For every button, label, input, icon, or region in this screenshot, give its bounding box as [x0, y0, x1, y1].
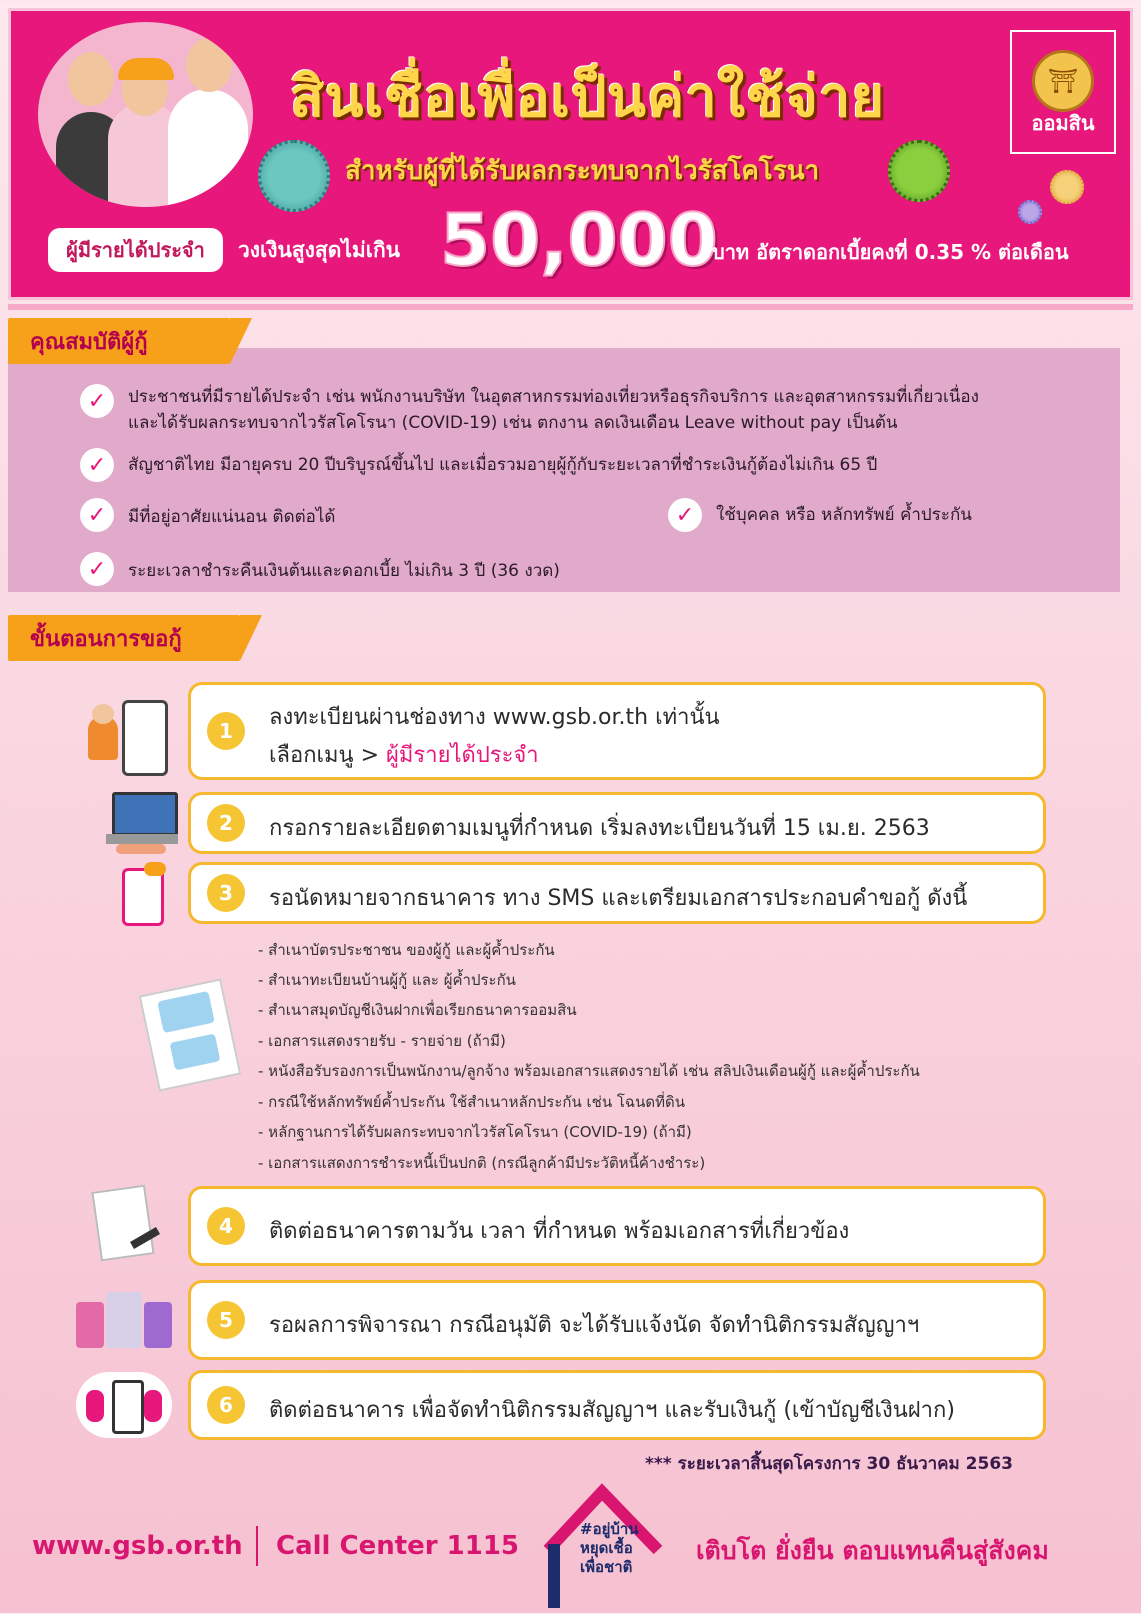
steps-heading: ขั้นตอนการขอกู้ — [8, 615, 240, 661]
bank-approval-icon — [76, 1288, 172, 1354]
check-icon: ✓ — [80, 448, 114, 482]
document-item: - เอกสารแสดงการชำระหนี้เป็นปกติ (กรณีลูกค้ามีประวัติหนี้ค้างชำระ) — [258, 1154, 706, 1172]
computer-icon — [106, 792, 182, 854]
phone-registration-icon — [84, 698, 172, 776]
step-number: 6 — [207, 1386, 245, 1424]
qualification-item: สัญชาติไทย มีอายุครบ 20 ปีบริบูรณ์ขึ้นไป และเมื่อรวมอายุผู้กู้กับระยะเวลาที่ชำระเงินกู้ต้องไม่เกิน 65 ปี — [128, 455, 878, 475]
check-icon: ✓ — [80, 552, 114, 586]
step-text: กรอกรายละเอียดตามเมนูที่กำหนด เริ่มลงทะเบียนวันที่ 15 เม.ย. 2563 — [269, 816, 930, 841]
call-center: Call Center 1115 — [276, 1531, 520, 1561]
page-subtitle: สำหรับผู้ที่ได้รับผลกระทบจากไวรัสโคโรนา — [345, 156, 820, 186]
step-card-1 — [188, 682, 1046, 780]
step-card-6 — [188, 1370, 1046, 1440]
step-text-prefix: เลือกเมนู > — [269, 743, 387, 768]
virus-icon — [1018, 200, 1042, 224]
income-type-badge: ผู้มีรายได้ประจำ — [48, 228, 223, 272]
step-number: 5 — [207, 1301, 245, 1339]
step-number: 3 — [207, 874, 245, 912]
document-item: - เอกสารแสดงรายรับ - รายจ่าย (ถ้ามี) — [258, 1032, 506, 1050]
check-icon: ✓ — [80, 498, 114, 532]
footer-divider — [256, 1526, 258, 1566]
project-deadline: *** ระยะเวลาสิ้นสุดโครงการ 30 ธันวาคม 2563 — [645, 1454, 1013, 1474]
footer-slogan: เติบโต ยั่งยืน ตอบแทนคืนสู่สังคม — [696, 1536, 1049, 1565]
menu-highlight: ผู้มีรายได้ประจำ — [386, 743, 539, 768]
virus-icon — [888, 140, 950, 202]
website-link[interactable]: www.gsb.or.th — [32, 1531, 243, 1561]
qualification-item: ระยะเวลาชำระคืนเงินต้นและดอกเบี้ย ไม่เกิน 3 ปี (36 งวด) — [128, 561, 560, 581]
people-illustration — [38, 22, 253, 207]
qualification-item — [128, 384, 979, 436]
step-number: 2 — [207, 804, 245, 842]
sms-phone-icon — [118, 862, 168, 922]
step-text: รอผลการพิจารณา กรณีอนุมัติ จะได้รับแจ้งนัด จัดทำนิติกรรมสัญญาฯ — [269, 1313, 920, 1338]
limit-label: วงเงินสูงสุดไม่เกิน — [238, 238, 401, 262]
virus-icon — [1050, 170, 1084, 204]
hashtag-line: #อยู่บ้าน — [580, 1520, 639, 1538]
step-text: รอนัดหมายจากธนาคาร ทาง SMS และเตรียมเอกสารประกอบคำขอกู้ ดังนี้ — [269, 886, 968, 911]
sign-document-icon — [86, 1188, 164, 1260]
document-item: - หนังสือรับรองการเป็นพนักงาน/ลูกจ้าง พร้อมเอกสารแสดงรายได้ เช่น สลิปเงินเดือนผู้กู้ และผู้ค้ำประกัน — [258, 1062, 920, 1080]
document-item: - สำเนาทะเบียนบ้านผู้กู้ และ ผู้ค้ำประกัน — [258, 971, 516, 989]
step-number: 1 — [207, 712, 245, 750]
step-text: ติดต่อธนาคารตามวัน เวลา ที่กำหนด พร้อมเอกสารที่เกี่ยวข้อง — [269, 1219, 850, 1244]
step-text-line2 — [269, 737, 539, 772]
logo-name: ออมสิน — [1031, 111, 1095, 135]
qualification-item: มีที่อยู่อาศัยแน่นอน ติดต่อได้ — [128, 507, 336, 527]
qualification-text: และได้รับผลกระทบจากไวรัสโคโรนา (COVID-19) เช่น ตกงาน ลดเงินเดือน Leave without pay เป็นต้น — [128, 413, 898, 433]
check-icon: ✓ — [80, 384, 114, 418]
step-card-3 — [188, 862, 1046, 924]
gsb-logo — [1010, 30, 1116, 154]
step-card-4 — [188, 1186, 1046, 1266]
step-text: ติดต่อธนาคาร เพื่อจัดทำนิติกรรมสัญญาฯ และรับเงินกู้ (เข้าบัญชีเงินฝาก) — [269, 1398, 955, 1423]
loan-amount: 50,000 — [440, 198, 718, 282]
step-text: ลงทะเบียนผ่านช่องทาง www.gsb.or.th เท่านั้น — [269, 705, 720, 730]
qualification-text: ประชาชนที่มีรายได้ประจำ เช่น พนักงานบริษัท ในอุตสาหกรรมท่องเที่ยวหรือธุรกิจบริการ และอุตสาหกรรมที่เกี่ยวเนื่อง — [128, 387, 979, 407]
gsb-seal-icon: ⛩ — [1032, 50, 1094, 112]
documents-icon — [138, 982, 244, 1084]
hashtag-line: หยุดเชื้อ — [580, 1539, 633, 1557]
check-icon: ✓ — [668, 498, 702, 532]
hashtag-line: เพื่อชาติ — [580, 1558, 633, 1576]
step-card-5 — [188, 1280, 1046, 1360]
page-title: สินเชื่อเพื่อเป็นค่าใช้จ่าย — [290, 65, 886, 130]
step-card-2 — [188, 792, 1046, 854]
receive-money-icon — [76, 1372, 172, 1438]
qualification-item: ใช้บุคคล หรือ หลักทรัพย์ ค้ำประกัน — [716, 505, 972, 525]
header-underline — [8, 304, 1133, 310]
document-item: - หลักฐานการได้รับผลกระทบจากไวรัสโคโรนา (COVID-19) (ถ้ามี) — [258, 1123, 692, 1141]
step-number: 4 — [207, 1207, 245, 1245]
qualifications-heading: คุณสมบัติผู้กู้ — [8, 318, 230, 364]
document-item: - กรณีใช้หลักทรัพย์ค้ำประกัน ใช้สำเนาหลักประกัน เช่น โฉนดที่ดิน — [258, 1093, 685, 1111]
stay-home-hashtag — [580, 1520, 639, 1577]
document-item: - สำเนาสมุดบัญชีเงินฝากเพื่อเรียกธนาคารออมสิน — [258, 1001, 577, 1019]
document-item: - สำเนาบัตรประชาชน ของผู้กู้ และผู้ค้ำประกัน — [258, 941, 555, 959]
virus-icon — [258, 140, 330, 212]
interest-rate-label: บาท อัตราดอกเบี้ยคงที่ 0.35 % ต่อเดือน — [712, 240, 1069, 264]
